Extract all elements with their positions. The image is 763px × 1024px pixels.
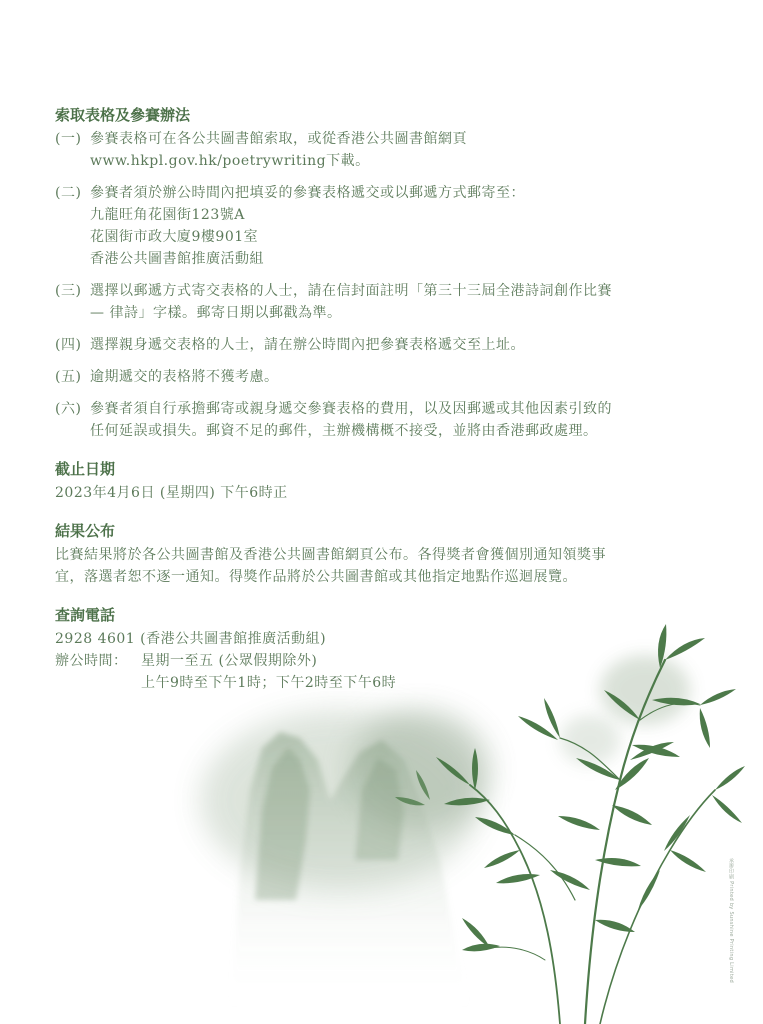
bamboo-stalks [470, 660, 715, 1024]
results-section [55, 520, 735, 588]
rule-number: (四) [55, 337, 82, 353]
mountain-mist [200, 655, 690, 1010]
rule-text: 選擇以郵遞方式寄交表格的人士，請在信封面註明「第三十三屆全港詩詞創作比賽 [90, 283, 612, 299]
deadline-section [55, 458, 735, 504]
rule-item-3 [55, 280, 735, 324]
rule-number: (五) [55, 369, 82, 385]
office-hours-text: 上午9時至下午1時；下午2時至下午6時 [141, 675, 397, 691]
enquiry-heading: 查詢電話 [55, 606, 116, 624]
deadline-heading: 截止日期 [55, 460, 116, 478]
rule-item-4 [55, 334, 735, 356]
address-line: 九龍旺角花園街123號A [90, 207, 245, 223]
enquiry-section [55, 604, 735, 694]
rule-item-2 [55, 182, 735, 270]
rule-item-5 [55, 366, 735, 388]
rule-text: 任何延誤或損失。郵資不足的郵件，主辦機構概不接受，並將由香港郵政處理。 [90, 423, 598, 439]
rule-number: (二) [55, 185, 82, 201]
rule-text: 逾期遞交的表格將不獲考慮。 [90, 369, 279, 385]
rule-text: 參賽者須於辦公時間內把填妥的參賽表格遞交或以郵遞方式郵寄至： [90, 185, 525, 201]
office-hours [55, 650, 735, 694]
rule-text: — 律詩」字樣。郵寄日期以郵戳為準。 [90, 305, 342, 321]
rule-text: 參賽者須自行承擔郵寄或親身遞交參賽表格的費用，以及因郵遞或其他因素引致的 [90, 401, 612, 417]
results-text: 宜，落選者恕不逐一通知。得獎作品將於公共圖書館或其他指定地點作巡迴展覽。 [55, 569, 577, 585]
website-link[interactable]: www.hkpl.gov.hk/poetrywriting下載。 [90, 153, 370, 169]
deadline-text: 2023年4月6日 (星期四) 下午6時正 [55, 485, 288, 501]
enquiry-phone: 2928 4601 (香港公共圖書館推廣活動組) [55, 631, 327, 647]
form-section-heading: 索取表格及參賽辦法 [55, 106, 191, 124]
office-hours-label: 辦公時間： [55, 653, 128, 669]
rule-number: (三) [55, 283, 82, 299]
address-line: 花園街市政大廈9樓901室 [90, 229, 259, 245]
results-heading: 結果公布 [55, 522, 116, 540]
rules-content [55, 104, 735, 694]
address-line: 香港公共圖書館推廣活動組 [90, 251, 264, 267]
rule-number: (六) [55, 401, 82, 417]
rule-item-6 [55, 398, 735, 442]
results-text: 比賽結果將於各公共圖書館及香港公共圖書館網頁公布。各得獎者會獲個別通知領獎事 [55, 547, 606, 563]
rule-item-1 [55, 128, 735, 172]
rule-number: (一) [55, 131, 82, 147]
rule-text: 參賽表格可在各公共圖書館索取，或從香港公共圖書館網頁 [90, 131, 467, 147]
office-hours-text: 星期一至五 (公眾假期除外) [141, 653, 318, 669]
printer-credit: 承辦印刷 Printed by Sunshine Printing Limited [728, 858, 734, 983]
rule-text: 選擇親身遞交表格的人士，請在辦公時間內把參賽表格遞交至上址。 [90, 337, 525, 353]
